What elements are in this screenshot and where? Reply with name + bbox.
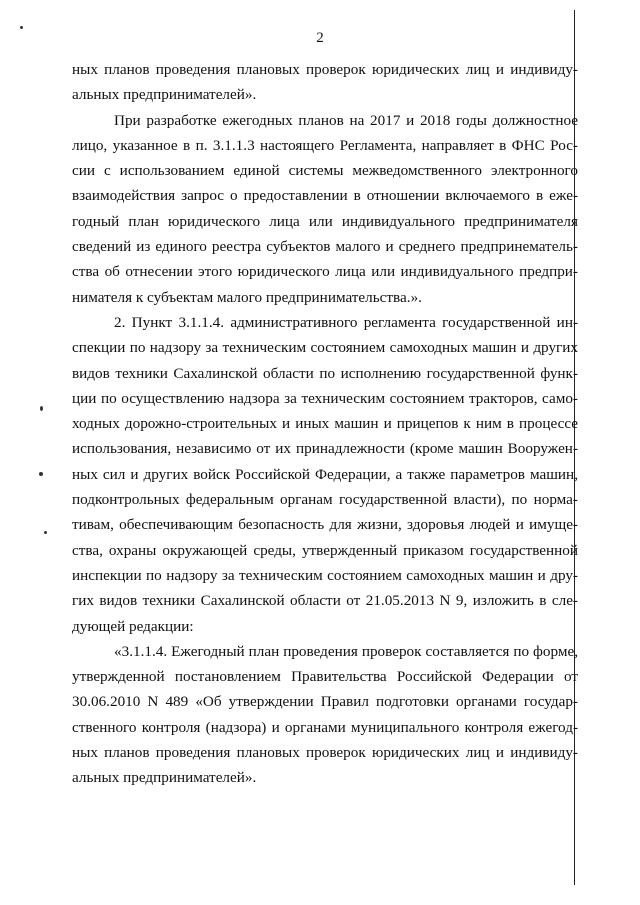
paragraph-item-2 (72, 310, 578, 639)
text-line: ных планов проведения плановых проверок юридических лиц и индивиду- (72, 744, 578, 762)
scan-speck (44, 531, 47, 534)
text-line: использования, независимо от их принадлежности (кроме машин Вооружен- (72, 440, 578, 458)
text-line: видов техники Сахалинской области по исполнению государственной функ- (72, 364, 578, 382)
text-line: инспекции по надзору за техническим состоянием самоходных машин и дру- (72, 566, 578, 584)
text-line: гих видов техники Сахалинской области от 21.05.2013 N 9, изложить в сле- (72, 592, 578, 610)
text-line: лицо, указанное в п. 3.1.1.3 настоящего Регламента, направляет в ФНС Рос- (72, 136, 578, 154)
scan-speck (39, 472, 43, 476)
paragraph-annual-plans (72, 108, 578, 310)
text-line: нимателя к субъектам малого предпринимательства.». (72, 288, 422, 306)
text-line: ных планов проведения плановых проверок юридических лиц и индивиду- (72, 61, 578, 78)
text-line: 30.06.2010 N 489 «Об утверждении Правил подготовки органами государ- (72, 693, 578, 711)
text-line: «3.1.1.4. Ежегодный план проведения проверок составляется по форме, (114, 642, 578, 660)
text-line: спекции по надзору за техническим состоянием самоходных машин и других (72, 339, 578, 357)
text-line: тивам, обеспечивающим безопасность для жизни, здоровья людей и имуще- (72, 516, 578, 534)
text-line: сии с использованием единой системы межведомственного электронного (72, 162, 578, 180)
text-line: ства об отнесении этого юридического лица или индивидуального предпри- (72, 263, 578, 281)
text-line: сведений из единого реестра субъектов малого и среднего предпринематель- (72, 238, 578, 256)
text-line: 2. Пункт 3.1.1.4. административного регламента государственной ин- (114, 313, 578, 331)
text-line: ции по осуществлению надзора за техническим состоянием тракторов, само- (72, 389, 578, 407)
text-line: утвержденной постановлением Правительства Российской Федерации от (72, 668, 578, 686)
text-line: альных предпринимателей». (72, 86, 257, 104)
paragraph-quoted-3-1-1-4 (72, 639, 578, 791)
text-line: ственного контроля (надзора) и органами муниципального контроля ежегод- (72, 718, 578, 736)
text-line: альных предпринимателей». (72, 769, 257, 787)
text-line: подконтрольных федеральным органам государственной власти), по норма- (72, 491, 578, 509)
paragraph-continuation (72, 57, 578, 108)
scan-speck (20, 26, 23, 29)
text-line: ходных дорожно-строительных и иных машин и прицепов к ним в процессе (72, 415, 578, 433)
page-number: 2 (316, 30, 324, 46)
text-line: ных сил и других войск Российской Федерации, а также параметров машин, (72, 465, 578, 483)
text-line: взаимодействия запрос о предоставлении в отношении включаемого в еже- (72, 187, 578, 205)
text-line: При разработке ежегодных планов на 2017 и 2018 годы должностное (114, 111, 578, 129)
text-line: дующей редакции: (72, 617, 194, 635)
text-line: ства, охраны окружающей среды, утвержденный приказом государственной (72, 541, 578, 559)
scan-speck (40, 406, 43, 411)
document-body (72, 57, 578, 791)
text-line: годный план юридического лица или индивидуального предпринимателя (72, 212, 578, 230)
